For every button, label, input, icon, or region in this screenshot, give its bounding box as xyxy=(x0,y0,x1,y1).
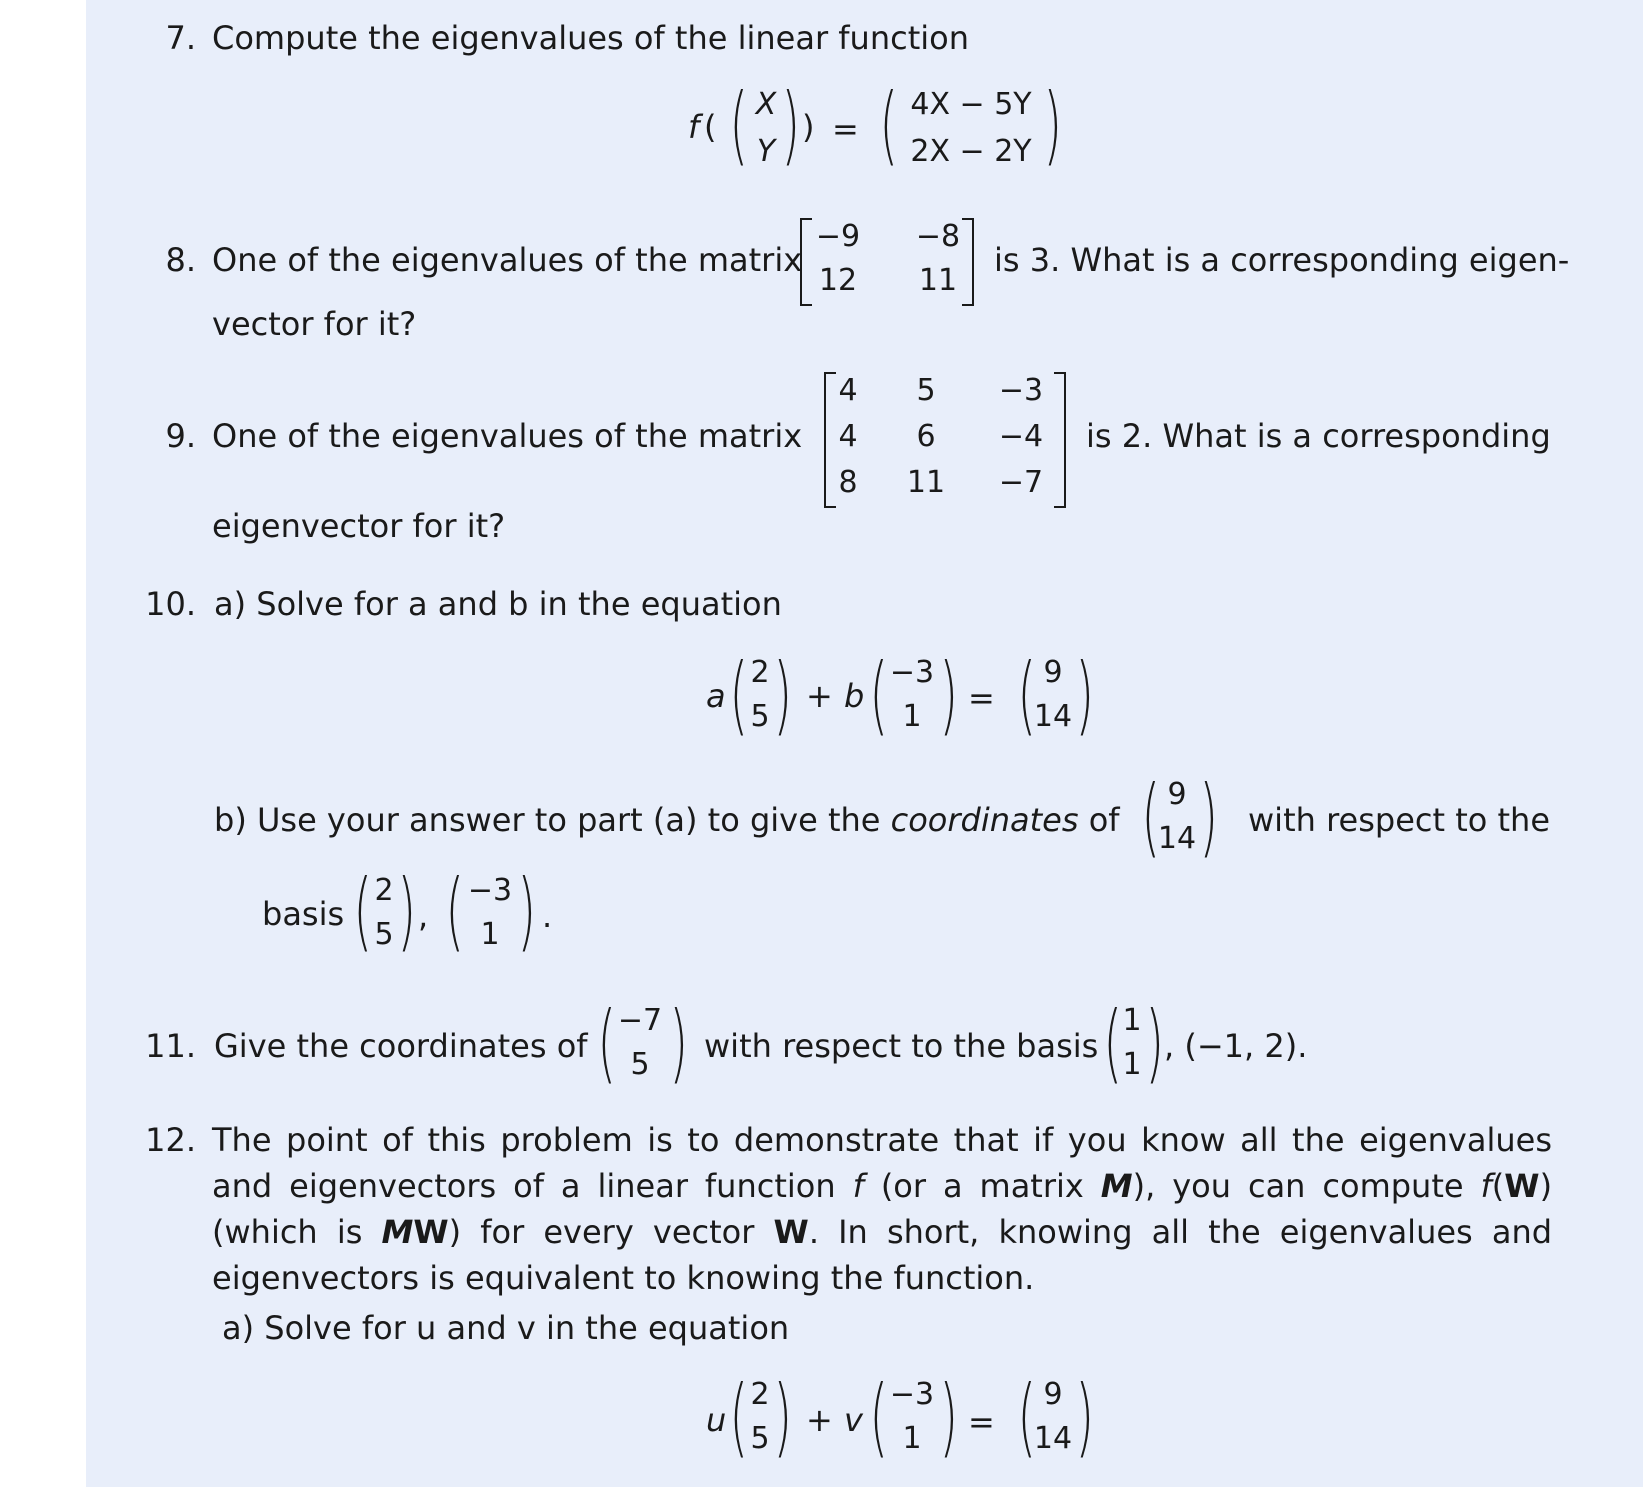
matrix-cell: −3 xyxy=(998,373,1044,408)
right-paren: ) xyxy=(781,75,801,175)
vector-entry: 5 xyxy=(750,699,770,734)
problem-11-number: 11. xyxy=(145,1027,196,1065)
period: . xyxy=(542,897,553,935)
comma: , xyxy=(418,897,429,935)
right-bracket xyxy=(962,218,974,306)
left-paren: ( xyxy=(869,645,889,745)
equals-sign: = xyxy=(968,1403,995,1441)
left-paren: ( xyxy=(597,993,617,1093)
right-paren: ) xyxy=(939,645,959,745)
right-paren: ) xyxy=(939,1367,959,1467)
problem-9-number: 9. xyxy=(165,417,196,455)
vector-entry: 5 xyxy=(630,1047,650,1082)
left-paren: ( xyxy=(879,75,899,175)
vector-entry: 5 xyxy=(374,917,394,952)
vector-entry: 5 xyxy=(750,1421,770,1456)
vector-entry: −3 xyxy=(467,873,513,908)
matrix-cell: 5 xyxy=(916,373,936,408)
vector-entry: −3 xyxy=(889,655,935,690)
vector-entry: 9 xyxy=(1167,777,1187,812)
right-paren: ) xyxy=(397,861,417,961)
vector-entry: 2 xyxy=(374,873,394,908)
problem-8-text-post: is 3. What is a corresponding eigen- xyxy=(994,241,1570,279)
left-paren: ( xyxy=(729,645,749,745)
matrix-cell: 8 xyxy=(838,465,858,500)
right-paren: ) xyxy=(1199,767,1219,867)
vector-entry: 14 xyxy=(1033,699,1073,734)
matrix-cell: 4 xyxy=(838,419,858,454)
problem-10-number: 10. xyxy=(145,585,196,623)
left-paren: ( xyxy=(869,1367,889,1467)
equals-sign: = xyxy=(832,110,859,148)
matrix-cell: 11 xyxy=(918,263,958,298)
problem-11-text-mid: with respect to the basis xyxy=(704,1027,1099,1065)
vector-entry: 9 xyxy=(1043,1377,1063,1412)
problem-10-part-b: b) Use your answer to part (a) to give the coordinates of xyxy=(214,801,1120,839)
function-f: f xyxy=(688,108,700,146)
vector-x: X xyxy=(755,87,777,122)
left-paren: ( xyxy=(353,861,373,961)
right-bracket xyxy=(1054,372,1066,508)
plus-sign: + xyxy=(806,1401,833,1439)
problem-11-text: Give the coordinates of xyxy=(214,1027,588,1065)
left-paren: ( xyxy=(1141,767,1161,867)
left-paren: ( xyxy=(729,75,749,175)
right-paren: ) xyxy=(1043,75,1063,175)
vector-entry: 9 xyxy=(1043,655,1063,690)
vector-entry: 14 xyxy=(1157,821,1197,856)
right-paren: ) xyxy=(1075,645,1095,745)
problem-8-text: One of the eigenvalues of the matrix xyxy=(212,241,803,279)
problem-8-text-line2: vector for it? xyxy=(212,305,417,343)
vector-entry: −3 xyxy=(889,1377,935,1412)
second-basis-vector: , (−1, 2). xyxy=(1164,1027,1308,1065)
right-paren: ) xyxy=(1145,993,1165,1093)
matrix-cell: −9 xyxy=(815,219,861,254)
left-paren: ( xyxy=(729,1367,749,1467)
equals-sign: = xyxy=(968,679,995,717)
vector-entry: 1 xyxy=(902,1421,922,1456)
problem-8-number: 8. xyxy=(165,241,196,279)
right-paren: ) xyxy=(517,861,537,961)
vector-entry: 1 xyxy=(1122,1003,1142,1038)
vector-entry: 2 xyxy=(750,655,770,690)
left-paren: ( xyxy=(1017,1367,1037,1467)
variable-b: b xyxy=(844,677,865,715)
problem-9-text-post: is 2. What is a corresponding xyxy=(1086,417,1551,455)
output-top: 4X − 5Y xyxy=(910,87,1032,122)
left-paren: ( xyxy=(1017,645,1037,745)
matrix-cell: 11 xyxy=(906,465,946,500)
vector-entry: 1 xyxy=(1122,1047,1142,1082)
plus-sign: + xyxy=(806,677,833,715)
output-bottom: 2X − 2Y xyxy=(910,134,1032,169)
problem-7-number: 7. xyxy=(165,19,196,57)
right-paren: ) xyxy=(773,1367,793,1467)
variable-a: a xyxy=(706,677,726,715)
problem-10-part-a: a) Solve for a and b in the equation xyxy=(214,585,782,623)
matrix-cell: −7 xyxy=(998,465,1044,500)
vector-y: Y xyxy=(756,134,776,169)
right-paren: ) xyxy=(773,645,793,745)
matrix-cell: −4 xyxy=(998,419,1044,454)
problem-10-part-b-post: with respect to the xyxy=(1248,801,1550,839)
problem-12-paragraph: The point of this problem is to demonstrate that if you know all the eigenvalues and eigenvectors of a linear function f (or a matrix M), you can compute f(W) (which is MW) for every vector W. In short, knowing all the eigenvalues and eigenvectors is equivalent to knowing the function. xyxy=(212,1121,1553,1297)
basis-label: basis xyxy=(262,895,345,933)
matrix-cell: 4 xyxy=(838,373,858,408)
matrix-cell: −8 xyxy=(915,219,961,254)
problem-9-text: One of the eigenvalues of the matrix xyxy=(212,417,803,455)
vector-entry: 1 xyxy=(480,917,500,952)
left-paren: ( xyxy=(1103,993,1123,1093)
vector-entry: 1 xyxy=(902,699,922,734)
right-paren: ) xyxy=(669,993,689,1093)
matrix-cell: 6 xyxy=(916,419,936,454)
matrix-cell: 12 xyxy=(818,263,858,298)
problem-7-text: Compute the eigenvalues of the linear function xyxy=(212,19,969,57)
vector-entry: 14 xyxy=(1033,1421,1073,1456)
problem-9-text-line2: eigenvector for it? xyxy=(212,507,506,545)
left-paren: ( xyxy=(445,861,465,961)
vector-entry: −7 xyxy=(617,1003,663,1038)
variable-v: v xyxy=(844,1401,863,1439)
problem-12-number: 12. xyxy=(145,1121,196,1159)
problem-12-part-a: a) Solve for u and v in the equation xyxy=(222,1309,790,1347)
variable-u: u xyxy=(706,1401,727,1439)
vector-entry: 2 xyxy=(750,1377,770,1412)
right-paren: ) xyxy=(1075,1367,1095,1467)
